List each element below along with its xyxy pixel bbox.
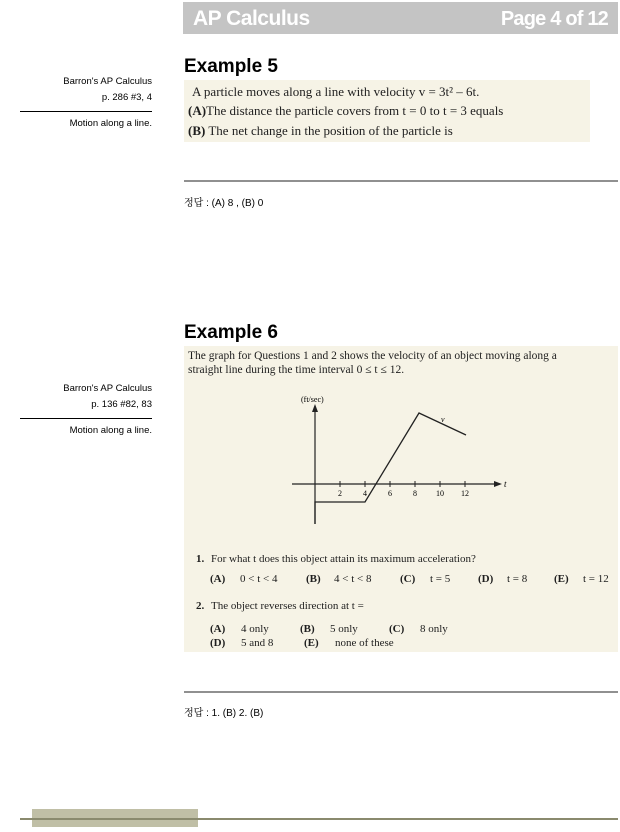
- example6-title: Example 6: [184, 322, 278, 343]
- sidebar-divider: [20, 418, 152, 419]
- q2-choice-e-label: (E): [304, 637, 319, 649]
- q1-choice-b-label: (B): [306, 573, 321, 585]
- q2-choice-e: none of these: [335, 637, 394, 649]
- q1-choice-a-label: (A): [210, 573, 226, 585]
- x-tick-label: 2: [338, 489, 342, 498]
- x-tick-label: 12: [461, 489, 469, 498]
- example6-answer: 정답 : 1. (B) 2. (B): [184, 708, 264, 719]
- example6-intro-line2: straight line during the time interval 0 ≤ t ≤ 12.: [188, 364, 405, 376]
- example6-divider: [184, 691, 618, 693]
- x-axis-arrow: [494, 481, 502, 487]
- example5-answer: 정답 : (A) 8 , (B) 0: [184, 198, 264, 209]
- example6-sidebar: [20, 381, 152, 439]
- q1-number: 1.: [196, 553, 205, 565]
- source-book: Barron's AP Calculus: [63, 76, 152, 87]
- q2-number: 2.: [196, 600, 205, 612]
- q1-text: For what t does this object attain its maximum acceleration?: [211, 553, 476, 565]
- q1-choice-c-label: (C): [400, 573, 416, 585]
- q2-text: The object reverses direction at t =: [211, 600, 364, 612]
- source-pages: p. 136 #82, 83: [91, 399, 152, 410]
- q2-choice-c: 8 only: [420, 623, 448, 635]
- example5-title: Example 5: [184, 56, 278, 77]
- header-bar: [183, 2, 618, 34]
- example5-sidebar: [20, 74, 152, 132]
- example5-statement: A particle moves along a line with velocity v = 3t² – 6t.: [192, 84, 480, 99]
- q2-choice-d-label: (D): [210, 637, 226, 649]
- curve-label: v: [441, 415, 445, 424]
- example5-part-b: [188, 123, 453, 139]
- q2-choice-b-label: (B): [300, 623, 315, 635]
- example6-questions: [184, 553, 618, 653]
- q1-choice-b: 4 < t < 8: [334, 573, 372, 585]
- example5-divider: [184, 180, 618, 182]
- part-a-label: (A): [188, 103, 207, 118]
- topic: Motion along a line.: [69, 425, 152, 436]
- x-tick-label: 6: [388, 489, 392, 498]
- sidebar-divider: [20, 111, 152, 112]
- part-a-text: The distance the particle covers from t = 0 to t = 3 equals: [206, 103, 504, 118]
- q2-choice-b: 5 only: [330, 623, 358, 635]
- example5-problem-scan: [184, 80, 590, 142]
- source-book: Barron's AP Calculus: [63, 383, 152, 394]
- q1-choice-d: t = 8: [507, 573, 528, 585]
- part-b-label: (B): [188, 123, 206, 138]
- x-tick-label: 10: [436, 489, 444, 498]
- q1-choice-e-label: (E): [554, 573, 569, 585]
- x-tick-label: 4: [363, 489, 367, 498]
- q1-choice-c: t = 5: [430, 573, 451, 585]
- header-title: AP Calculus: [193, 7, 310, 30]
- q1-choice-e: t = 12: [583, 573, 609, 585]
- example6-intro-line1: The graph for Questions 1 and 2 shows the velocity of an object moving along a: [188, 350, 557, 362]
- topic: Motion along a line.: [69, 118, 152, 129]
- q2-choice-a-label: (A): [210, 623, 226, 635]
- velocity-curve: [315, 413, 466, 524]
- y-axis-arrow: [312, 404, 318, 412]
- example6-problem-scan: [184, 346, 618, 652]
- y-axis-label: (ft/sec): [301, 395, 324, 404]
- x-tick-label: 8: [413, 489, 417, 498]
- part-b-text: The net change in the position of the particle is: [208, 123, 453, 138]
- example5-part-a: [188, 103, 503, 119]
- q2-choice-a: 4 only: [241, 623, 269, 635]
- source-pages: p. 286 #3, 4: [101, 92, 152, 103]
- page-indicator: Page 4 of 12: [500, 8, 608, 30]
- footer-rule: [20, 818, 618, 820]
- q1-choice-a: 0 < t < 4: [240, 573, 278, 585]
- q2-choice-c-label: (C): [389, 623, 405, 635]
- x-axis-label: t: [504, 479, 507, 489]
- q2-choice-d: 5 and 8: [241, 637, 274, 649]
- q1-choice-d-label: (D): [478, 573, 494, 585]
